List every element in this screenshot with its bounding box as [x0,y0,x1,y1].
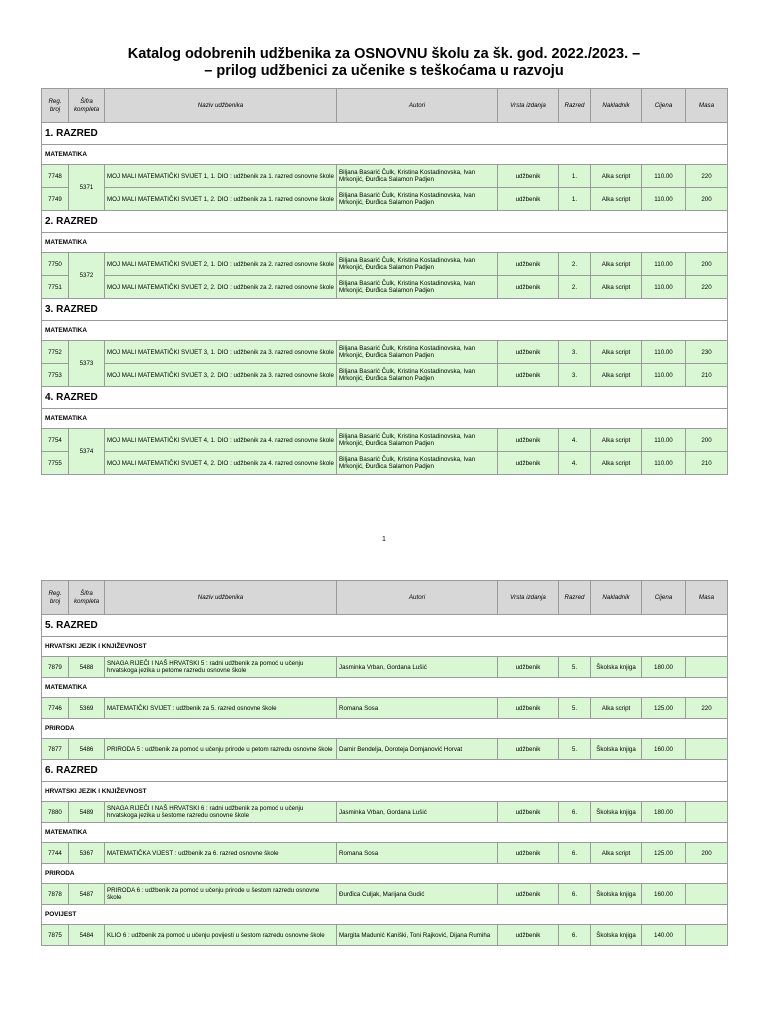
subject-row [42,782,728,802]
cell-cijena: 110.00 [642,165,686,188]
cell-set-code: 5373 [69,341,105,387]
cell-masa: 200 [686,253,728,276]
cell-autori: Romana Sosa [337,843,498,864]
grade-label: 3. RAZRED [42,299,728,321]
cell-naziv: MOJ MALI MATEMATIČKI SVIJET 4, 2. DIO : udžbenik za 4. razred osnovne škole [105,452,337,475]
subject-row [42,905,728,925]
header-sifra: Šifra kompleta [69,581,105,615]
cell-reg: 7875 [42,925,69,946]
header-vrsta: Vrsta izdanja [498,581,559,615]
cell-naziv: PRIRODA 5 : udžbenik za pomoć u učenju prirode u petom razredu osnovne škole [105,739,337,760]
subject-label: HRVATSKI JEZIK I KNJIŽEVNOST [42,782,728,802]
header-sifra: Šifra kompleta [69,89,105,123]
cell-cijena: 125.00 [642,843,686,864]
cell-naziv: MOJ MALI MATEMATIČKI SVIJET 3, 1. DIO : udžbenik za 3. razred osnovne škole [105,341,337,364]
cell-vrsta: udžbenik [498,165,559,188]
cell-set-code: 5487 [69,884,105,905]
subject-label: HRVATSKI JEZIK I KNJIŽEVNOST [42,637,728,657]
subject-row [42,864,728,884]
table-row [42,165,728,188]
cell-naziv: KLIO 6 : udžbenik za pomoć u učenju povijesti u šestom razredu osnovne škole [105,925,337,946]
header-masa: Masa [686,581,728,615]
cell-set-code: 5374 [69,429,105,475]
cell-nakladnik: Alka script [591,165,642,188]
cell-cijena: 160.00 [642,739,686,760]
cell-vrsta: udžbenik [498,802,559,823]
cell-masa [686,802,728,823]
cell-reg: 7754 [42,429,69,452]
table-row [42,739,728,760]
cell-autori: Biljana Basarić Čulk, Kristina Kostadinovska, Ivan Mrkonjić, Đurđica Salamon Padjen [337,253,498,276]
cell-cijena: 180.00 [642,657,686,678]
cell-cijena: 180.00 [642,802,686,823]
cell-razred: 6. [559,884,591,905]
cell-set-code: 5371 [69,165,105,211]
cell-set-code: 5484 [69,925,105,946]
cell-naziv: SNAGA RIJEČI I NAŠ HRVATSKI 5 : radni udžbenik za pomoć u učenju hrvatskoga jezika u petome razredu osnovne škole [105,657,337,678]
cell-razred: 3. [559,341,591,364]
cell-vrsta: udžbenik [498,739,559,760]
cell-vrsta: udžbenik [498,429,559,452]
table-row [42,843,728,864]
header-cijena: Cijena [642,89,686,123]
cell-vrsta: udžbenik [498,364,559,387]
table-row [42,364,728,387]
cell-set-code: 5489 [69,802,105,823]
cell-cijena: 125.00 [642,698,686,719]
grade-row [42,615,728,637]
table-row [42,657,728,678]
cell-masa: 200 [686,843,728,864]
cell-reg: 7751 [42,276,69,299]
cell-razred: 6. [559,843,591,864]
cell-autori: Damir Bendelja, Doroteja Domjanović Horvat [337,739,498,760]
cell-reg: 7750 [42,253,69,276]
cell-razred: 2. [559,253,591,276]
header-razred: Razred [559,89,591,123]
cell-nakladnik: Alka script [591,364,642,387]
cell-masa: 220 [686,698,728,719]
cell-autori: Biljana Basarić Čulk, Kristina Kostadinovska, Ivan Mrkonjić, Đurđica Salamon Padjen [337,341,498,364]
cell-autori: Biljana Basarić Čulk, Kristina Kostadinovska, Ivan Mrkonjić, Đurđica Salamon Padjen [337,452,498,475]
page-number: 1 [382,536,386,543]
grade-row [42,299,728,321]
cell-reg: 7877 [42,739,69,760]
cell-cijena: 140.00 [642,925,686,946]
header-row [42,581,728,615]
cell-autori: Margita Madunić Kaniški, Toni Rajković, Dijana Rumiha [337,925,498,946]
grade-label: 1. RAZRED [42,123,728,145]
subject-row [42,719,728,739]
subject-row [42,409,728,429]
cell-set-code: 5372 [69,253,105,299]
cell-reg: 7880 [42,802,69,823]
cell-cijena: 160.00 [642,884,686,905]
cell-cijena: 110.00 [642,276,686,299]
header-naziv: Naziv udžbenika [105,581,337,615]
cell-autori: Biljana Basarić Čulk, Kristina Kostadinovska, Ivan Mrkonjić, Đurđica Salamon Padjen [337,276,498,299]
header-razred: Razred [559,581,591,615]
cell-naziv: MOJ MALI MATEMATIČKI SVIJET 4, 1. DIO : udžbenik za 4. razred osnovne škole [105,429,337,452]
cell-reg: 7744 [42,843,69,864]
cell-masa: 210 [686,364,728,387]
cell-razred: 1. [559,165,591,188]
cell-vrsta: udžbenik [498,188,559,211]
cell-vrsta: udžbenik [498,276,559,299]
subject-row [42,233,728,253]
page-title [0,46,768,80]
table-row [42,253,728,276]
cell-vrsta: udžbenik [498,452,559,475]
cell-nakladnik: Alka script [591,188,642,211]
title-line-1: Katalog odobrenih udžbenika za OSNOVNU školu za šk. god. 2022./2023. – [127,46,641,62]
subject-row [42,145,728,165]
cell-vrsta: udžbenik [498,698,559,719]
cell-masa [686,925,728,946]
table-row [42,802,728,823]
grade-label: 4. RAZRED [42,387,728,409]
subject-label: POVIJEST [42,905,728,925]
header-nakladnik: Nakladnik [591,581,642,615]
cell-razred: 4. [559,452,591,475]
cell-autori: Jasminka Vrban, Gordana Lušić [337,657,498,678]
cell-autori: Biljana Basarić Čulk, Kristina Kostadinovska, Ivan Mrkonjić, Đurđica Salamon Padjen [337,165,498,188]
cell-nakladnik: Alka script [591,253,642,276]
subject-row [42,823,728,843]
table-row [42,884,728,905]
subject-label: PRIRODA [42,719,728,739]
table-row [42,429,728,452]
cell-autori: Biljana Basarić Čulk, Kristina Kostadinovska, Ivan Mrkonjić, Đurđica Salamon Padjen [337,429,498,452]
header-reg: Reg. broj [42,89,69,123]
header-row [42,89,728,123]
subject-label: MATEMATIKA [42,409,728,429]
table-row [42,698,728,719]
subject-label: MATEMATIKA [42,321,728,341]
grade-row [42,123,728,145]
cell-masa [686,657,728,678]
title-line-2: – prilog udžbenici za učenike s teškoćama u razvoju [204,63,564,79]
cell-nakladnik: Školska knjiga [591,657,642,678]
grade-label: 6. RAZRED [42,760,728,782]
cell-nakladnik: Školska knjiga [591,739,642,760]
header-vrsta: Vrsta izdanja [498,89,559,123]
cell-vrsta: udžbenik [498,925,559,946]
cell-cijena: 110.00 [642,452,686,475]
cell-naziv: SNAGA RIJEČI I NAŠ HRVATSKI 6 : radni udžbenik za pomoć u učenju hrvatskoga jezika u šestome razredu osnovne škole [105,802,337,823]
cell-razred: 5. [559,698,591,719]
cell-razred: 5. [559,739,591,760]
cell-reg: 7749 [42,188,69,211]
cell-nakladnik: Alka script [591,698,642,719]
cell-masa [686,884,728,905]
cell-nakladnik: Alka script [591,341,642,364]
cell-nakladnik: Školska knjiga [591,802,642,823]
cell-naziv: MATEMATIČKI SVIJET : udžbenik za 5. razred osnovne škole [105,698,337,719]
cell-cijena: 110.00 [642,364,686,387]
catalog-table-page-1 [41,88,728,475]
cell-masa: 220 [686,276,728,299]
cell-naziv: MOJ MALI MATEMATIČKI SVIJET 2, 2. DIO : udžbenik za 2. razred osnovne škole [105,276,337,299]
cell-nakladnik: Školska knjiga [591,925,642,946]
subject-row [42,637,728,657]
header-autori: Autori [337,89,498,123]
cell-vrsta: udžbenik [498,657,559,678]
cell-autori: Biljana Basarić Čulk, Kristina Kostadinovska, Ivan Mrkonjić, Đurđica Salamon Padjen [337,188,498,211]
subject-row [42,321,728,341]
cell-vrsta: udžbenik [498,253,559,276]
cell-naziv: PRIRODA 6 : udžbenik za pomoć u učenju prirode u šestom razredu osnovne škole [105,884,337,905]
grade-row [42,760,728,782]
cell-set-code: 5367 [69,843,105,864]
cell-autori: Đurđica Culjak, Marijana Gudić [337,884,498,905]
header-reg: Reg. broj [42,581,69,615]
cell-razred: 5. [559,657,591,678]
cell-vrsta: udžbenik [498,884,559,905]
header-cijena: Cijena [642,581,686,615]
cell-naziv: MOJ MALI MATEMATIČKI SVIJET 1, 2. DIO : udžbenik za 1. razred osnovne škole [105,188,337,211]
cell-masa: 210 [686,452,728,475]
grade-row [42,211,728,233]
cell-nakladnik: Alka script [591,452,642,475]
cell-autori: Biljana Basarić Čulk, Kristina Kostadinovska, Ivan Mrkonjić, Đurđica Salamon Padjen [337,364,498,387]
cell-cijena: 110.00 [642,188,686,211]
header-masa: Masa [686,89,728,123]
cell-reg: 7746 [42,698,69,719]
grade-label: 2. RAZRED [42,211,728,233]
table-row [42,452,728,475]
cell-reg: 7753 [42,364,69,387]
cell-naziv: MOJ MALI MATEMATIČKI SVIJET 2, 1. DIO : udžbenik za 2. razred osnovne škole [105,253,337,276]
cell-reg: 7755 [42,452,69,475]
cell-masa: 200 [686,429,728,452]
cell-nakladnik: Školska knjiga [591,884,642,905]
header-naziv: Naziv udžbenika [105,89,337,123]
cell-naziv: MOJ MALI MATEMATIČKI SVIJET 3, 2. DIO : udžbenik za 3. razred osnovne škole [105,364,337,387]
cell-masa: 220 [686,165,728,188]
cell-razred: 3. [559,364,591,387]
cell-set-code: 5488 [69,657,105,678]
cell-autori: Jasminka Vrban, Gordana Lušić [337,802,498,823]
cell-autori: Romana Sosa [337,698,498,719]
cell-reg: 7878 [42,884,69,905]
cell-masa: 200 [686,188,728,211]
cell-cijena: 110.00 [642,429,686,452]
cell-razred: 6. [559,925,591,946]
subject-label: PRIRODA [42,864,728,884]
cell-masa: 230 [686,341,728,364]
cell-nakladnik: Alka script [591,276,642,299]
cell-razred: 4. [559,429,591,452]
cell-nakladnik: Alka script [591,843,642,864]
grade-label: 5. RAZRED [42,615,728,637]
cell-set-code: 5369 [69,698,105,719]
cell-reg: 7752 [42,341,69,364]
catalog-table-page-2 [41,580,728,946]
cell-reg: 7748 [42,165,69,188]
subject-label: MATEMATIKA [42,678,728,698]
cell-naziv: MATEMATIČKA VIJEST : udžbenik za 6. razred osnovne škole [105,843,337,864]
cell-naziv: MOJ MALI MATEMATIČKI SVIJET 1, 1. DIO : udžbenik za 1. razred osnovne škole [105,165,337,188]
cell-razred: 1. [559,188,591,211]
cell-nakladnik: Alka script [591,429,642,452]
subject-label: MATEMATIKA [42,823,728,843]
cell-razred: 2. [559,276,591,299]
table-row [42,341,728,364]
subject-label: MATEMATIKA [42,145,728,165]
table-row [42,188,728,211]
cell-reg: 7879 [42,657,69,678]
grade-row [42,387,728,409]
table-row [42,276,728,299]
cell-set-code: 5486 [69,739,105,760]
cell-cijena: 110.00 [642,341,686,364]
cell-vrsta: udžbenik [498,843,559,864]
cell-cijena: 110.00 [642,253,686,276]
cell-vrsta: udžbenik [498,341,559,364]
table-row [42,925,728,946]
cell-razred: 6. [559,802,591,823]
header-autori: Autori [337,581,498,615]
subject-row [42,678,728,698]
header-nakladnik: Nakladnik [591,89,642,123]
subject-label: MATEMATIKA [42,233,728,253]
cell-masa [686,739,728,760]
